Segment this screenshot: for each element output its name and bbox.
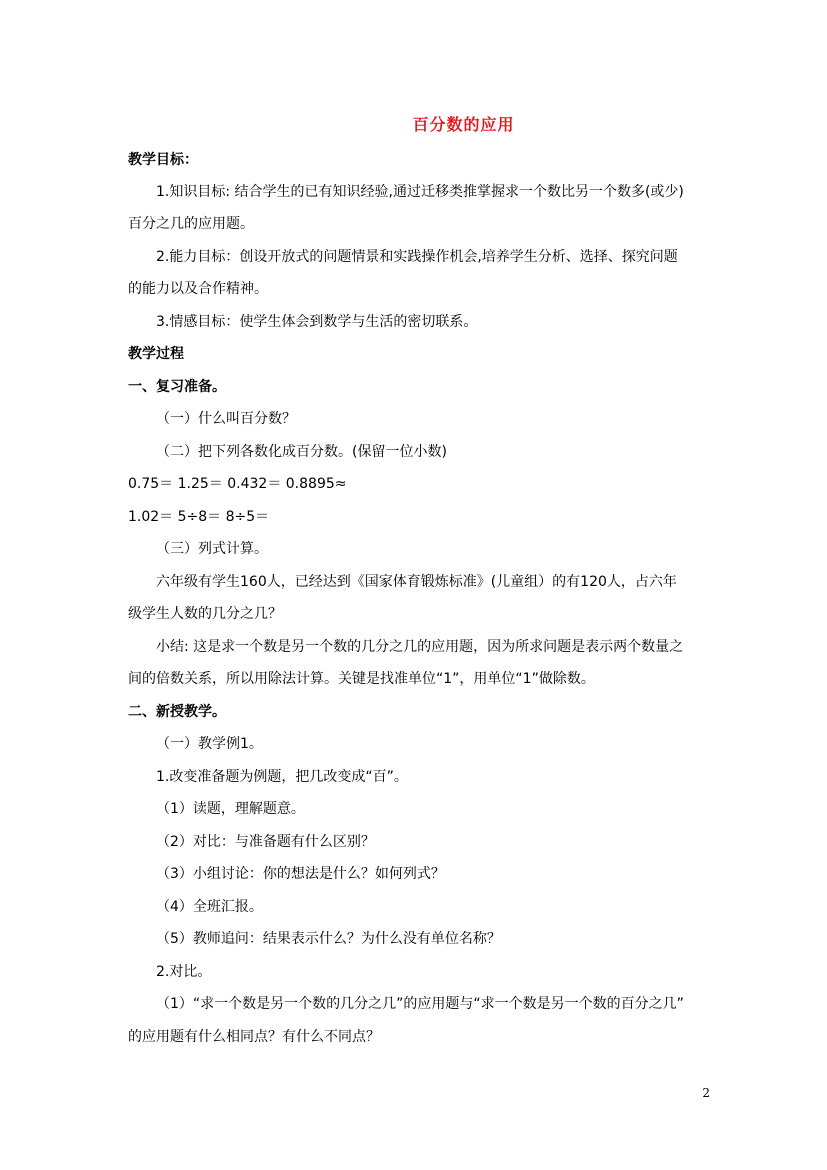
section-heading-new-teaching: 二、新授教学。 <box>128 704 226 720</box>
paragraph-line: 2.能力目标：创设开放式的问题情景和实践操作机会,培养学生分析、选择、探究问题 <box>156 249 678 265</box>
paragraph-line: 的应用题有什么相同点？有什么不同点？ <box>128 1029 380 1045</box>
section-heading-review: 一、复习准备。 <box>128 379 226 395</box>
paragraph-line: 级学生人数的几分之几？ <box>128 606 282 622</box>
paragraph-line: （5）教师追问：结果表示什么？为什么没有单位名称？ <box>156 931 501 947</box>
paragraph-line: （二）把下列各数化成百分数。(保留一位小数) <box>156 444 447 460</box>
paragraph-line: 的能力以及合作精神。 <box>128 281 268 297</box>
exercise-line: 0.75＝ 1.25＝ 0.432＝ 0.8895≈ <box>128 476 347 492</box>
paragraph-line: 间的倍数关系，所以用除法计算。关键是找准单位“1”，用单位“1”做除数。 <box>128 671 595 687</box>
exercise-line: 1.02＝ 5÷8＝ 8÷5＝ <box>128 509 270 525</box>
section-heading-process: 教学过程 <box>128 346 184 362</box>
paragraph-line: （1）“求一个数是另一个数的几分之几”的应用题与“求一个数是另一个数的百分之几” <box>156 996 684 1012</box>
paragraph-line: 1.改变准备题为例题，把几改变成“百”。 <box>156 769 408 785</box>
document-title: 百分数的应用 <box>412 115 515 134</box>
paragraph-line: 3.情感目标：使学生体会到数学与生活的密切联系。 <box>156 314 478 330</box>
section-heading-goals: 教学目标： <box>128 152 198 168</box>
paragraph-line: （1）读题，理解题意。 <box>156 801 305 817</box>
paragraph-line: 小结: 这是求一个数是另一个数的几分之几的应用题，因为所求问题是表示两个数量之 <box>156 639 684 655</box>
paragraph-line: （4）全班汇报。 <box>156 899 263 915</box>
paragraph-line: 六年级有学生160人，已经达到《国家体育锻炼标准》(儿童组）的有120人，占六年 <box>156 574 677 590</box>
paragraph-line: 2.对比。 <box>156 964 212 980</box>
paragraph-line: （3）小组讨论：你的想法是什么？如何列式？ <box>156 866 445 882</box>
paragraph-line: 1.知识目标: 结合学生的已有知识经验,通过迁移类推掌握求一个数比另一个数多(或少) <box>156 184 684 200</box>
paragraph-line: （三）列式计算。 <box>156 541 268 557</box>
paragraph-line: （一）什么叫百分数？ <box>156 411 296 427</box>
page-number: 2 <box>702 1086 710 1100</box>
paragraph-line: （一）教学例1。 <box>156 736 263 752</box>
paragraph-line: （2）对比：与准备题有什么区别？ <box>156 834 375 850</box>
paragraph-line: 百分之几的应用题。 <box>128 216 254 232</box>
